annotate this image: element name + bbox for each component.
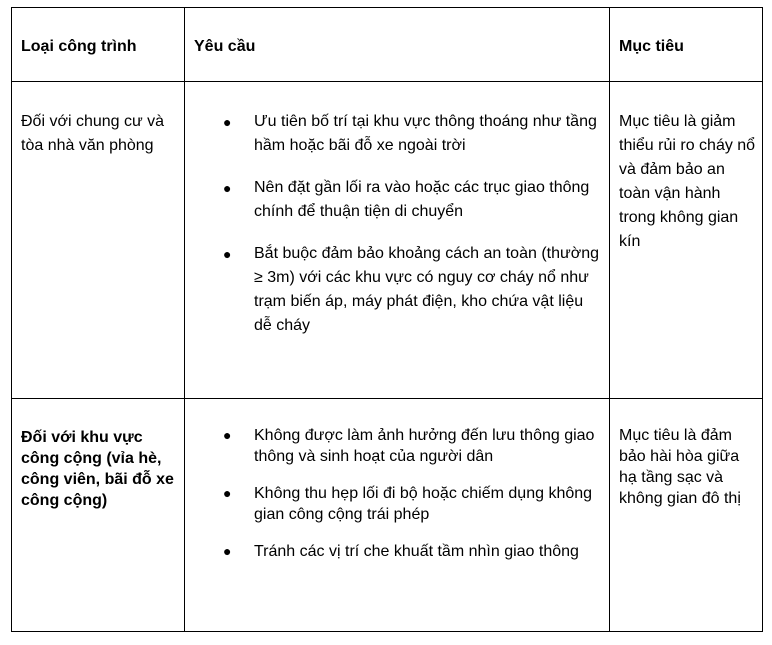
header-cell-type	[12, 8, 185, 82]
bullet-icon: ●	[223, 543, 232, 559]
requirements-list	[194, 110, 601, 338]
requirements-list	[194, 425, 601, 562]
cell-type	[12, 399, 185, 632]
cell-goal	[610, 82, 763, 399]
header-cell-goal	[610, 8, 763, 82]
goal-text: Mục tiêu là giảm thiểu rủi ro cháy nổ và đảm bảo an toàn vận hành trong không gian kín	[619, 113, 756, 250]
bullet-icon: ●	[223, 485, 232, 501]
list-item: ● Không thu hẹp lối đi bộ hoặc chiếm dụng không gian công cộng trái phép	[223, 485, 593, 523]
bullet-icon: ●	[223, 427, 232, 443]
table-row	[12, 399, 763, 632]
requirements-table	[11, 7, 763, 632]
goal-text: Mục tiêu là đảm bảo hài hòa giữa hạ tầng sạc và không gian đô thị	[619, 427, 741, 507]
table-row	[12, 82, 763, 399]
table-header-row	[12, 8, 763, 82]
list-item: ● Nên đặt gần lối ra vào hoặc các trục giao thông chính để thuận tiện di chuyển	[254, 176, 601, 224]
list-item: ● Ưu tiên bố trí tại khu vực thông thoáng như tầng hầm hoặc bãi đỗ xe ngoài trời	[254, 110, 601, 158]
type-text: Đối với chung cư và tòa nhà văn phòng	[21, 113, 165, 154]
bullet-icon: ●	[223, 114, 232, 130]
list-item: ● Bắt buộc đảm bảo khoảng cách an toàn (thường ≥ 3m) với các khu vực có nguy cơ cháy nổ như trạm biến áp, máy phát điện, kho chứa vật liệu dễ cháy	[254, 242, 601, 338]
list-item: ● Không được làm ảnh hưởng đến lưu thông giao thông và sinh hoạt của người dân	[223, 427, 595, 465]
type-text: Đối với khu vực công cộng (vỉa hè, công viên, bãi đỗ xe công cộng)	[21, 429, 174, 509]
header-goal: Mục tiêu	[619, 38, 684, 55]
bullet-icon: ●	[223, 246, 232, 262]
cell-goal	[610, 399, 763, 632]
cell-requirements	[185, 82, 610, 399]
list-item: ● Tránh các vị trí che khuất tầm nhìn giao thông	[223, 543, 579, 560]
header-cell-requirements	[185, 8, 610, 82]
cell-type	[12, 82, 185, 399]
header-type: Loại công trình	[21, 38, 137, 55]
bullet-icon: ●	[223, 180, 232, 196]
cell-requirements	[185, 399, 610, 632]
header-requirements: Yêu cầu	[194, 38, 256, 55]
